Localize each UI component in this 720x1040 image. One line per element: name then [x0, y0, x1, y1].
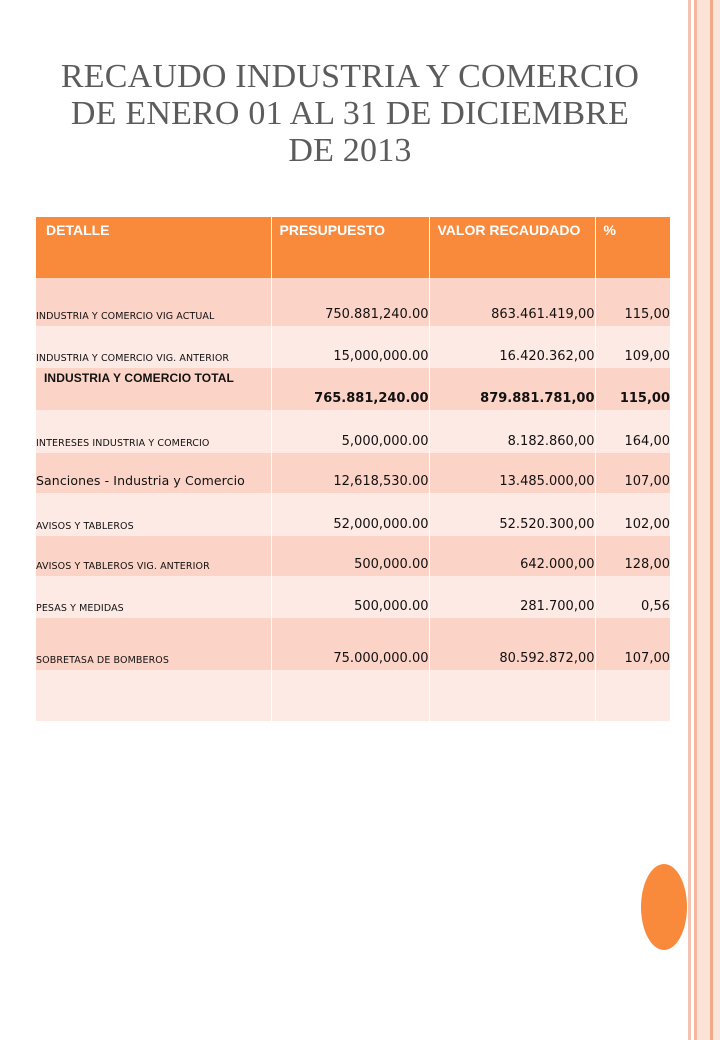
row-porcentaje: 107,00: [595, 618, 670, 670]
table-row: [36, 618, 670, 670]
table-row-empty: [36, 670, 670, 721]
decor-stripe: [697, 0, 710, 1040]
row-valor-recaudado: 52.520.300,00: [429, 493, 595, 536]
row-detalle: INDUSTRIA Y COMERCIO TOTAL: [36, 368, 271, 410]
row-detalle: AVISOS Y TABLEROS VIG. ANTERIOR: [36, 536, 271, 576]
row-presupuesto: 52,000,000.00: [271, 493, 429, 536]
row-detalle: Sanciones - Industria y Comercio: [36, 453, 271, 493]
header-porcentaje: %: [595, 217, 670, 278]
row-valor-recaudado: 8.182.860,00: [429, 410, 595, 453]
row-presupuesto: 5,000,000.00: [271, 410, 429, 453]
row-porcentaje: 102,00: [595, 493, 670, 536]
row-presupuesto: 12,618,530.00: [271, 453, 429, 493]
table-row: [36, 453, 670, 493]
row-porcentaje: 109,00: [595, 326, 670, 368]
row-valor-recaudado: 281.700,00: [429, 576, 595, 618]
title-line-2: DE ENERO 01 AL 31 DE DICIEMBRE: [70, 95, 630, 132]
row-detalle: PESAS Y MEDIDAS: [36, 576, 271, 618]
empty-cell: [429, 670, 595, 721]
table-row-total: [36, 368, 670, 410]
row-porcentaje: 164,00: [595, 410, 670, 453]
row-detalle: AVISOS Y TABLEROS: [36, 493, 271, 536]
table-row: [36, 410, 670, 453]
table-row: [36, 278, 670, 326]
row-valor-recaudado: 879.881.781,00: [429, 368, 595, 410]
row-detalle: INDUSTRIA Y COMERCIO VIG ACTUAL: [36, 278, 271, 326]
table-row: [36, 576, 670, 618]
row-porcentaje: 128,00: [595, 536, 670, 576]
row-valor-recaudado: 16.420.362,00: [429, 326, 595, 368]
table-row: [36, 536, 670, 576]
row-valor-recaudado: 642.000,00: [429, 536, 595, 576]
empty-cell: [36, 670, 271, 721]
row-presupuesto: 75.000,000.00: [271, 618, 429, 670]
decor-stripe: [713, 0, 720, 1040]
title-line-3: DE 2013: [288, 132, 412, 169]
recaudo-table: [36, 217, 670, 721]
row-presupuesto: 765.881,240.00: [271, 368, 429, 410]
row-porcentaje: 115,00: [595, 278, 670, 326]
table-header-row: [36, 217, 670, 278]
slide-title: [30, 58, 670, 169]
header-valor-recaudado: VALOR RECAUDADO: [429, 217, 595, 278]
header-presupuesto: PRESUPUESTO: [271, 217, 429, 278]
decor-orange-oval: [641, 864, 687, 950]
row-porcentaje: 107,00: [595, 453, 670, 493]
row-presupuesto: 500,000.00: [271, 576, 429, 618]
header-detalle: DETALLE: [36, 217, 271, 278]
row-porcentaje: 0,56: [595, 576, 670, 618]
empty-cell: [271, 670, 429, 721]
table-row: [36, 326, 670, 368]
row-valor-recaudado: 80.592.872,00: [429, 618, 595, 670]
row-detalle: INTERESES INDUSTRIA Y COMERCIO: [36, 410, 271, 453]
row-detalle: INDUSTRIA Y COMERCIO VIG. ANTERIOR: [36, 326, 271, 368]
row-presupuesto: 500,000.00: [271, 536, 429, 576]
table-row: [36, 493, 670, 536]
row-valor-recaudado: 13.485.000,00: [429, 453, 595, 493]
row-presupuesto: 15,000,000.00: [271, 326, 429, 368]
empty-cell: [595, 670, 670, 721]
row-detalle: SOBRETASA DE BOMBEROS: [36, 618, 271, 670]
row-presupuesto: 750.881,240.00: [271, 278, 429, 326]
row-porcentaje: 115,00: [595, 368, 670, 410]
title-line-1: RECAUDO INDUSTRIA Y COMERCIO: [60, 58, 640, 95]
row-valor-recaudado: 863.461.419,00: [429, 278, 595, 326]
